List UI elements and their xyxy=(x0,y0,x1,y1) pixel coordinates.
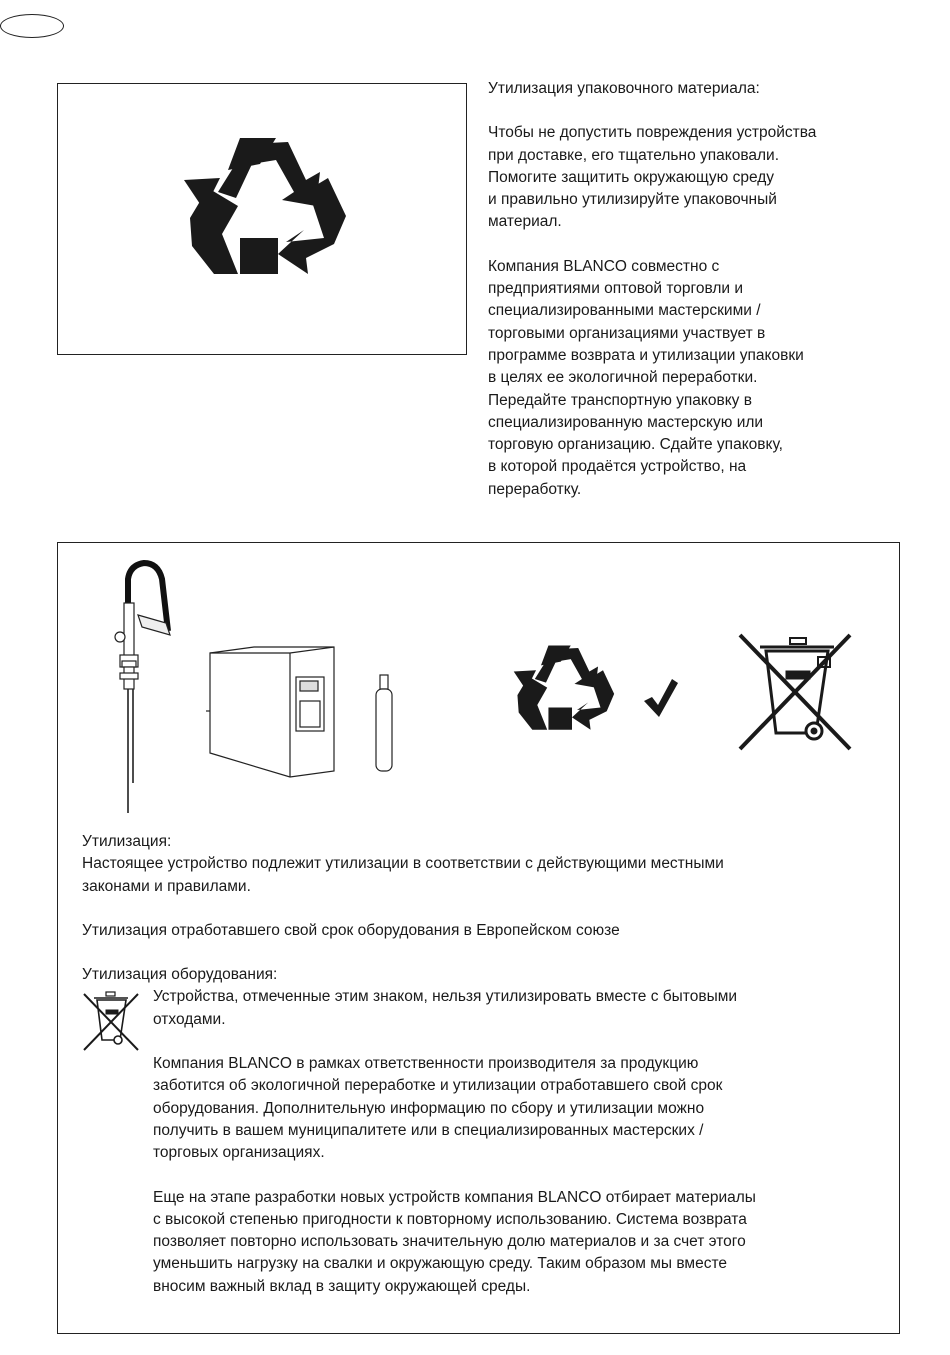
language-badge xyxy=(0,14,64,38)
recycle-icon xyxy=(178,134,348,299)
disposal-title: Утилизация: xyxy=(82,833,172,850)
checkmark-icon xyxy=(644,679,678,717)
recycle-icon xyxy=(514,645,614,729)
equipment-disposal-heading: Утилизация оборудования: xyxy=(82,966,278,984)
packaging-text xyxy=(488,78,918,523)
weee-paragraph-2: Компания BLANCO в рамках ответственности производителя за продукцию заботится об экологичной переработке и утилизации отработавшего свой срок оборудования. Дополнительную информацию по сбору и утилизации можно получить в вашем муниципалитете или в специализированных мастерских / торговых организациях. xyxy=(153,1055,723,1162)
packaging-recycle-frame xyxy=(57,83,467,355)
packaging-paragraph-1: Чтобы не допустить повреждения устройства при доставке, его тщательно упаковали. Помогите защитить окружающую среду и правильно утилизируйте упаковочный материал. xyxy=(488,124,817,231)
eu-disposal-heading: Утилизация отработавшего свой срок оборудования в Европейском союзе xyxy=(82,921,620,939)
crossed-bin-icon xyxy=(740,635,850,749)
disposal-illustration xyxy=(58,543,901,823)
disposal-text xyxy=(82,831,882,1298)
weee-paragraph-1: Устройства, отмеченные этим знаком, нельзя утилизировать вместе с бытовыми отходами. xyxy=(153,988,738,1028)
faucet-illustration xyxy=(115,563,170,813)
weee-block xyxy=(82,986,882,1298)
water-unit-illustration xyxy=(206,647,334,777)
disposal-frame xyxy=(57,542,900,1334)
packaging-paragraph-2: Компания BLANCO совместно с предприятиями оптовой торговли и специализированными мастерскими / торговыми организациями участвует в программе возврата и утилизации упаковки в целях ее экологичной переработки. Передайте транспортную упаковку в специализированную мастерскую или торговую организацию. Сдайте упаковку, в которой продаётся устройство, на переработку. xyxy=(488,257,804,498)
crossed-bin-icon xyxy=(82,988,140,1052)
disposal-paragraph-1: Настоящее устройство подлежит утилизации в соответствии с действующими местными законами и правилами. xyxy=(82,855,724,895)
co2-cylinder-illustration xyxy=(376,675,392,771)
weee-paragraph-3: Еще на этапе разработки новых устройств компания BLANCO отбирает материалы с высокой степенью пригодности к повторному использованию. Система возврата позволяет повторно использовать значительную долю материалов и за счет этого уменьшить нагрузку на свалки и окружающую среду. Таким образом мы вместе вносим важный вклад в защиту окружающей среды. xyxy=(153,1188,756,1295)
packaging-title: Утилизация упаковочного материала: xyxy=(488,80,760,97)
